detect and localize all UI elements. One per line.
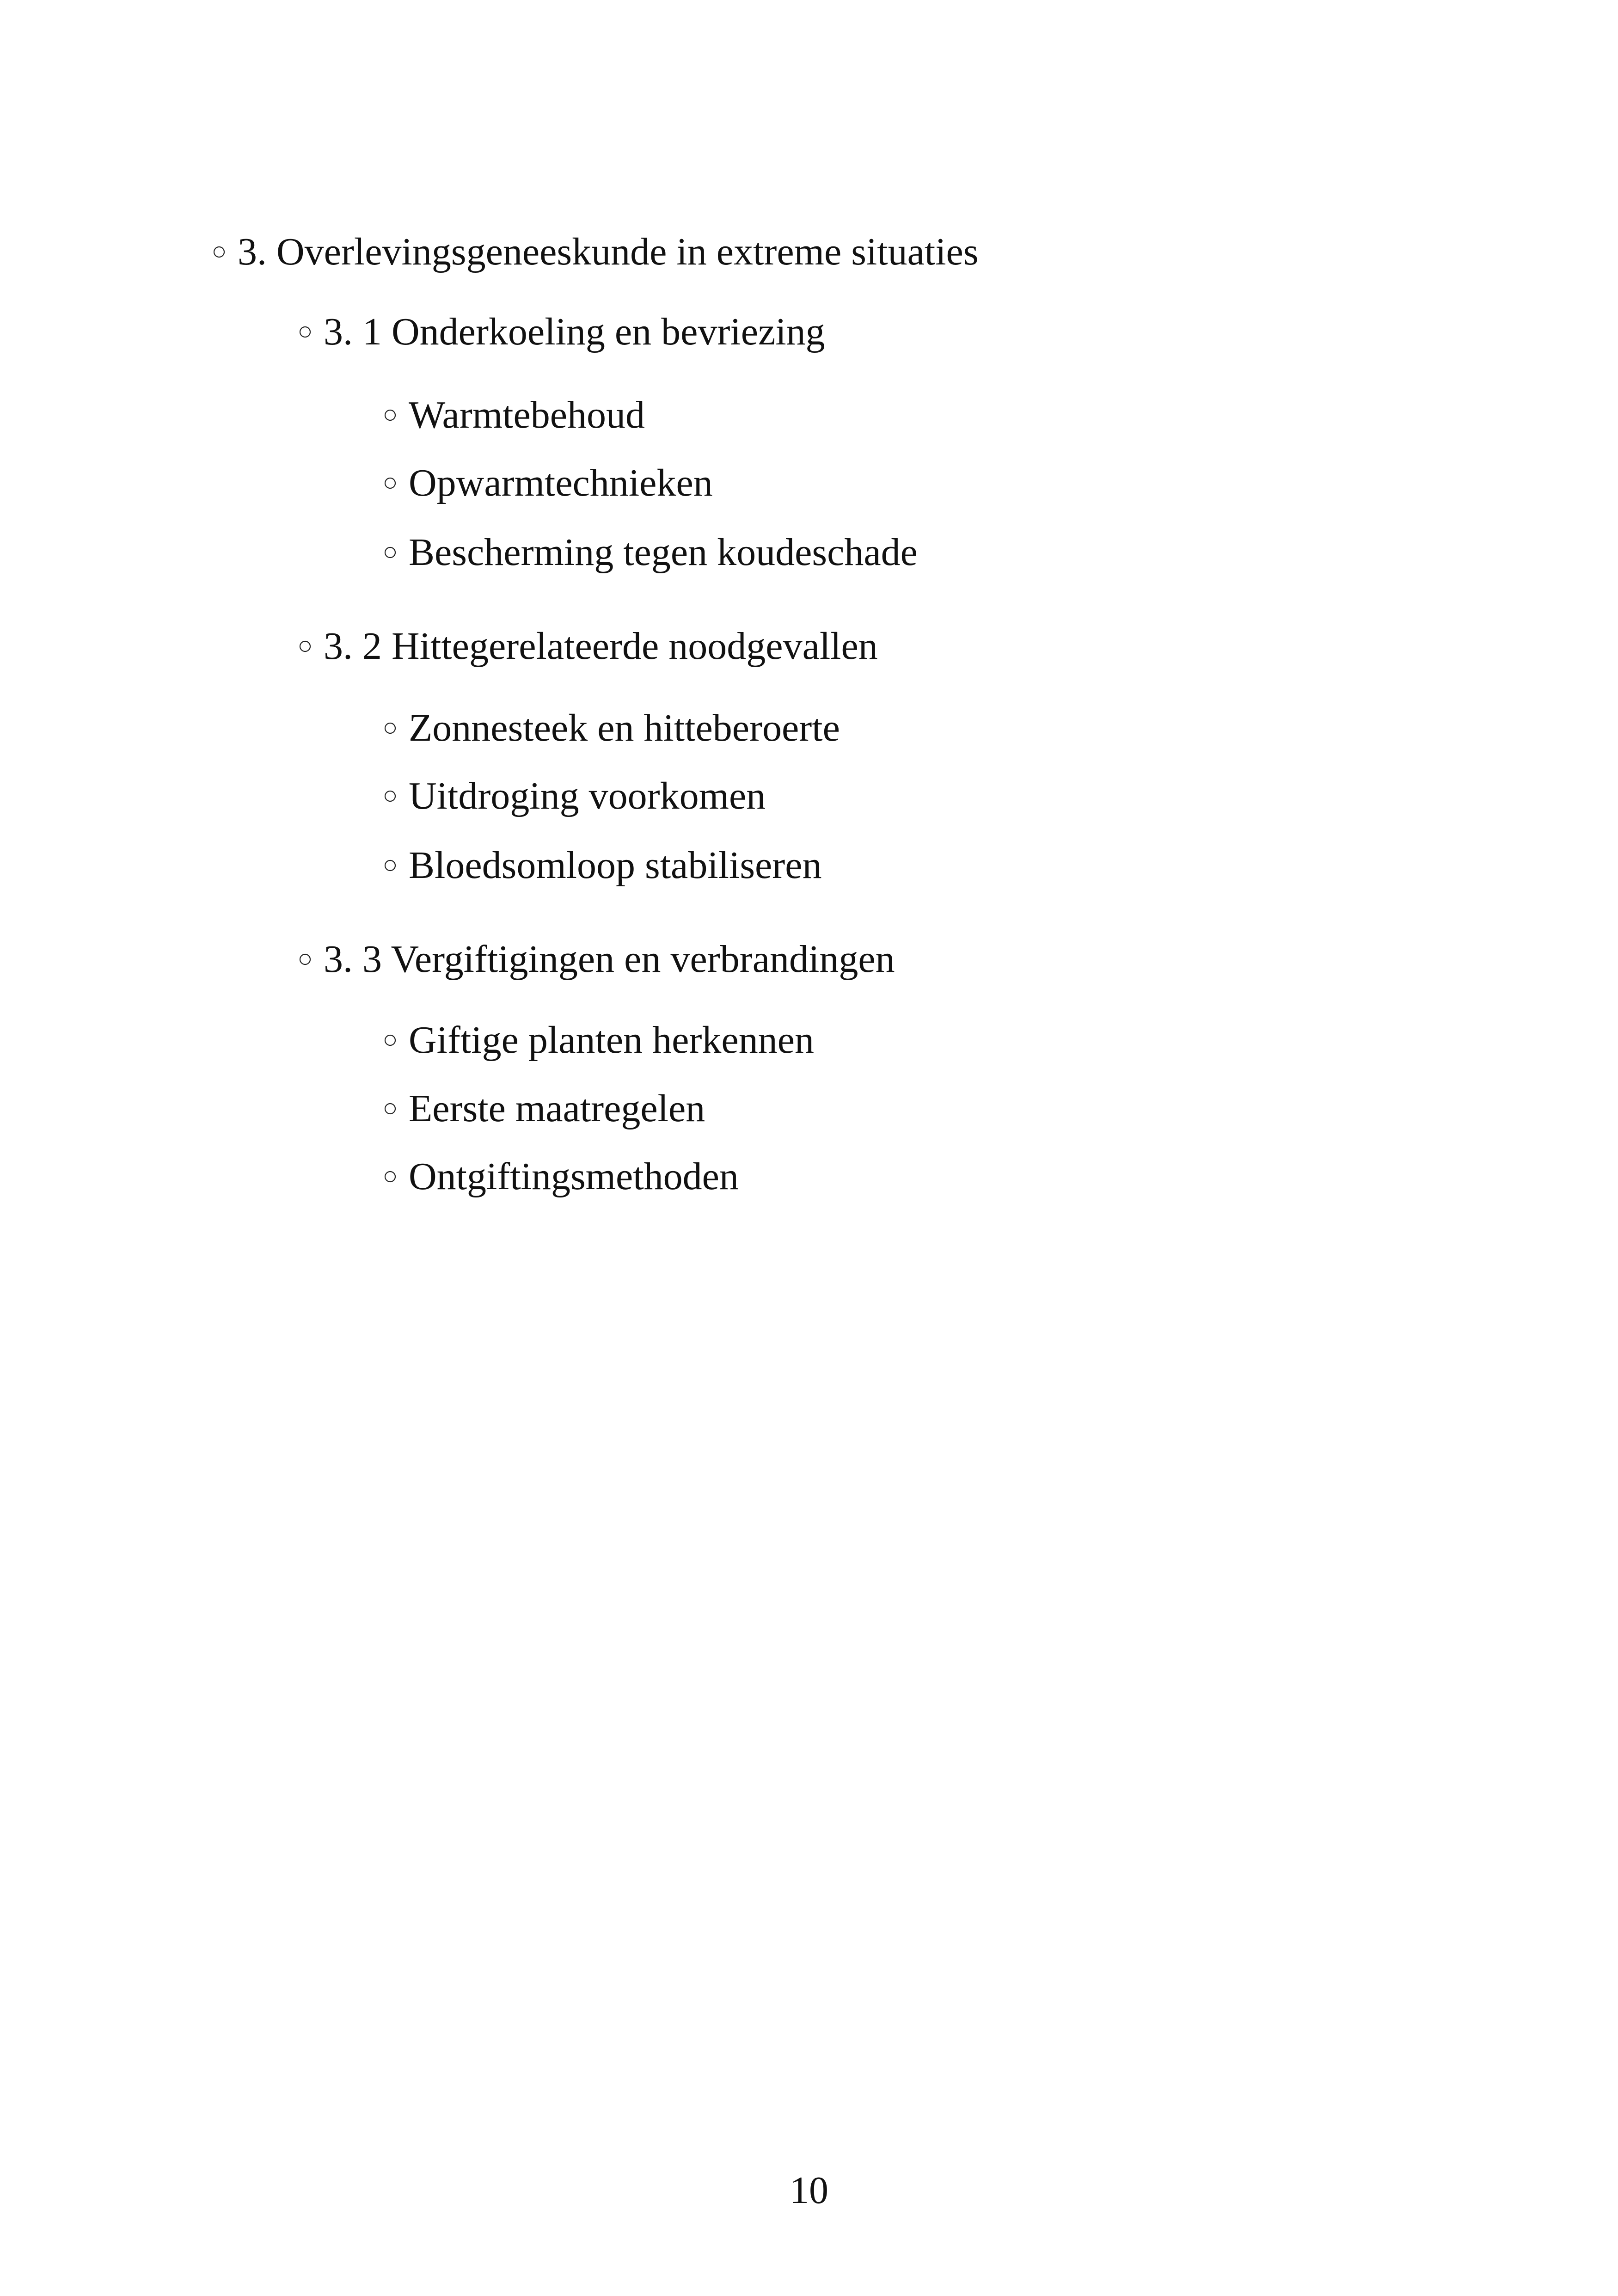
- circle-bullet-icon: [385, 723, 396, 734]
- subsection-title: 3. 2 Hittegerelateerde noodgevallen: [324, 625, 878, 668]
- list-item: [295, 309, 825, 355]
- list-item: [295, 623, 878, 669]
- circle-bullet-icon: [385, 1171, 396, 1182]
- circle-bullet-icon: [214, 246, 225, 258]
- list-item: [380, 1154, 739, 1200]
- list-item-label: Ontgiftingsmethoden: [409, 1155, 739, 1198]
- circle-bullet-icon: [385, 1035, 396, 1046]
- page-number: 10: [790, 2169, 828, 2212]
- list-item-label: Bescherming tegen koudeschade: [409, 531, 918, 574]
- circle-bullet-icon: [385, 860, 396, 871]
- list-item-label: Eerste maatregelen: [409, 1087, 705, 1130]
- list-item-label: Opwarmtechnieken: [409, 461, 713, 504]
- circle-bullet-icon: [385, 478, 396, 489]
- list-item: [380, 773, 766, 819]
- section-title: 3. Overlevingsgeneeskunde in extreme situaties: [238, 230, 979, 273]
- list-item: [380, 842, 822, 889]
- list-item: [380, 1017, 814, 1063]
- circle-bullet-icon: [300, 326, 311, 338]
- circle-bullet-icon: [385, 1103, 396, 1114]
- list-item: [209, 229, 979, 275]
- list-item: [380, 392, 645, 438]
- list-item: [380, 529, 918, 576]
- list-item: [380, 705, 840, 751]
- list-item-label: Giftige planten herkennen: [409, 1019, 814, 1062]
- subsection-title: 3. 1 Onderkoeling en bevriezing: [324, 310, 825, 353]
- list-item: [295, 936, 895, 982]
- list-item: [380, 460, 713, 506]
- list-item-label: Uitdroging voorkomen: [409, 774, 766, 817]
- circle-bullet-icon: [300, 954, 311, 965]
- list-item-label: Bloedsomloop stabiliseren: [409, 844, 822, 887]
- list-item-label: Warmtebehoud: [409, 393, 645, 436]
- list-item-label: Zonnesteek en hitteberoerte: [409, 706, 840, 749]
- circle-bullet-icon: [385, 410, 396, 421]
- circle-bullet-icon: [300, 641, 311, 652]
- subsection-title: 3. 3 Vergiftigingen en verbrandingen: [324, 938, 895, 981]
- circle-bullet-icon: [385, 791, 396, 802]
- list-item: [380, 1086, 705, 1132]
- circle-bullet-icon: [385, 547, 396, 558]
